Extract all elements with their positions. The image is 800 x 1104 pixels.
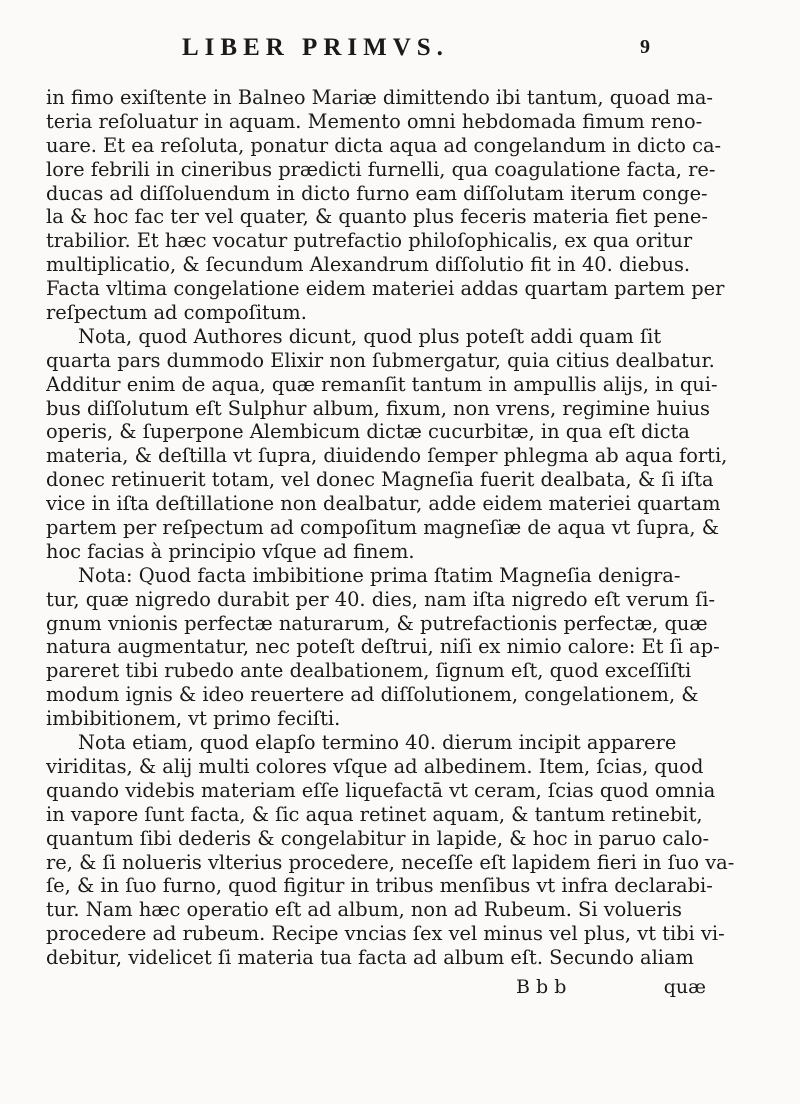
text-line: la & hoc fac ter vel quater, & quanto plus feceris materia fiet pene- [46, 205, 708, 229]
text-line: in fimo exiſtente in Balneo Mariæ dimittendo ibi tantum, quoad ma- [46, 86, 713, 109]
page-number: 9 [640, 36, 650, 58]
text-line: partem per reſpectum ad compoſitum magneſiæ de aqua vt ſupra, & [46, 516, 719, 540]
text-line: modum ignis & ideo reuertere ad diſſolutionem, congelationem, & [46, 683, 699, 707]
text-line: Nota, quod Authores dicunt, quod plus poteſt addi quam ſit [78, 324, 662, 348]
text-line: lore febrili in cineribus prædicti furnelli, qua coagulatione facta, re- [46, 157, 716, 181]
text-line: quarta pars dummodo Elixir non ſubmergatur, quia citius dealbatur. [46, 348, 715, 372]
text-line: Nota etiam, quod elapſo termino 40. dierum incipit apparere [78, 731, 677, 755]
text-line: uare. Et ea reſoluta, ponatur dicta aqua ad congelandum in dicto ca- [46, 133, 722, 157]
text-line: multiplicatio, & ſecundum Alexandrum diſſolutio fit in 40. diebus. [46, 253, 691, 277]
catchword: quæ [663, 976, 706, 998]
text-line: Facta vltima congelatione eidem materiei addas quartam partem per [46, 277, 725, 301]
text-line: re, & ſi nolueris vlterius procedere, neceſſe eſt lapidem fieri in ſuo va- [46, 850, 735, 874]
text-line: gnum vnionis perfectæ naturarum, & putrefactionis perfectæ, quæ [46, 611, 708, 635]
text-line: donec retinuerit totam, vel donec Magneſia fuerit dealbata, & ſi iſta [46, 468, 714, 492]
text-line: operis, & ſuperpone Alembicum dictæ cucurbitæ, in qua eſt dicta [46, 420, 690, 444]
body-text [46, 86, 750, 970]
text-line: vice in iſta deſtillatione non dealbatur, adde eidem materiei quartam [46, 492, 721, 516]
text-line: quantum ſibi dederis & congelabitur in lapide, & hoc in paruo calo- [46, 826, 710, 850]
text-line: ſe, & in ſuo furno, quod figitur in tribus menſibus vt infra declarabi- [46, 874, 713, 898]
text-line: Additur enim de aqua, quæ remanſit tantum in ampullis alijs, in qui- [46, 372, 718, 396]
text-line: bus diſſolutum eſt Sulphur album, fixum, non vrens, regimine huius [46, 396, 711, 420]
text-line: teria reſoluatur in aquam. Memento omni hebdomada fimum reno- [46, 109, 703, 133]
running-head: LIBER PRIMVS. [182, 34, 449, 61]
text-line: imbibitionem, vt primo feciſti. [46, 707, 341, 731]
text-line: in vapore ſunt facta, & ſic aqua retinet aquam, & tantum retinebit, [46, 802, 703, 826]
text-line: trabilior. Et hæc vocatur putrefactio philoſophicalis, ex qua oritur [46, 229, 693, 253]
text-line: Nota: Quod facta imbibitione prima ſtatim Magneſia denigra- [78, 563, 681, 587]
text-line: procedere ad rubeum. Recipe vncias ſex vel minus vel plus, vt tibi vi- [46, 922, 725, 946]
text-line: pareret tibi rubedo ante dealbationem, ſignum eſt, quod exceſſiſti [46, 659, 692, 683]
page-footer [46, 975, 706, 999]
text-line: tur. Nam hæc operatio eſt ad album, non ad Rubeum. Si volueris [46, 898, 682, 922]
text-line: viriditas, & alij multi colores vſque ad albedinem. Item, ſcias, quod [46, 754, 704, 778]
text-line: materia, & deſtilla vt ſupra, diuidendo ſemper phlegma ab aqua forti, [46, 444, 728, 468]
text-line: debitur, videlicet ſi materia tua facta ad album eſt. Secundo aliam [46, 946, 694, 970]
text-line: quando videbis materiam eſſe liquefactā vt ceram, ſcias quod omnia [46, 778, 716, 802]
text-line: ducas ad diſſoluendum in dicto furno eam diſſolutam iterum conge- [46, 181, 708, 205]
page-header [170, 34, 650, 64]
signature-mark: B b b [516, 976, 567, 998]
text-line: natura augmentatur, nec poteſt deſtrui, niſi ex nimio calore: Et ſi ap- [46, 635, 720, 659]
text-line: reſpectum ad compoſitum. [46, 301, 307, 325]
text-line: hoc facias à principio vſque ad finem. [46, 539, 415, 563]
text-line: tur, quæ nigredo durabit per 40. dies, nam iſta nigredo eſt verum ſi- [46, 587, 715, 611]
